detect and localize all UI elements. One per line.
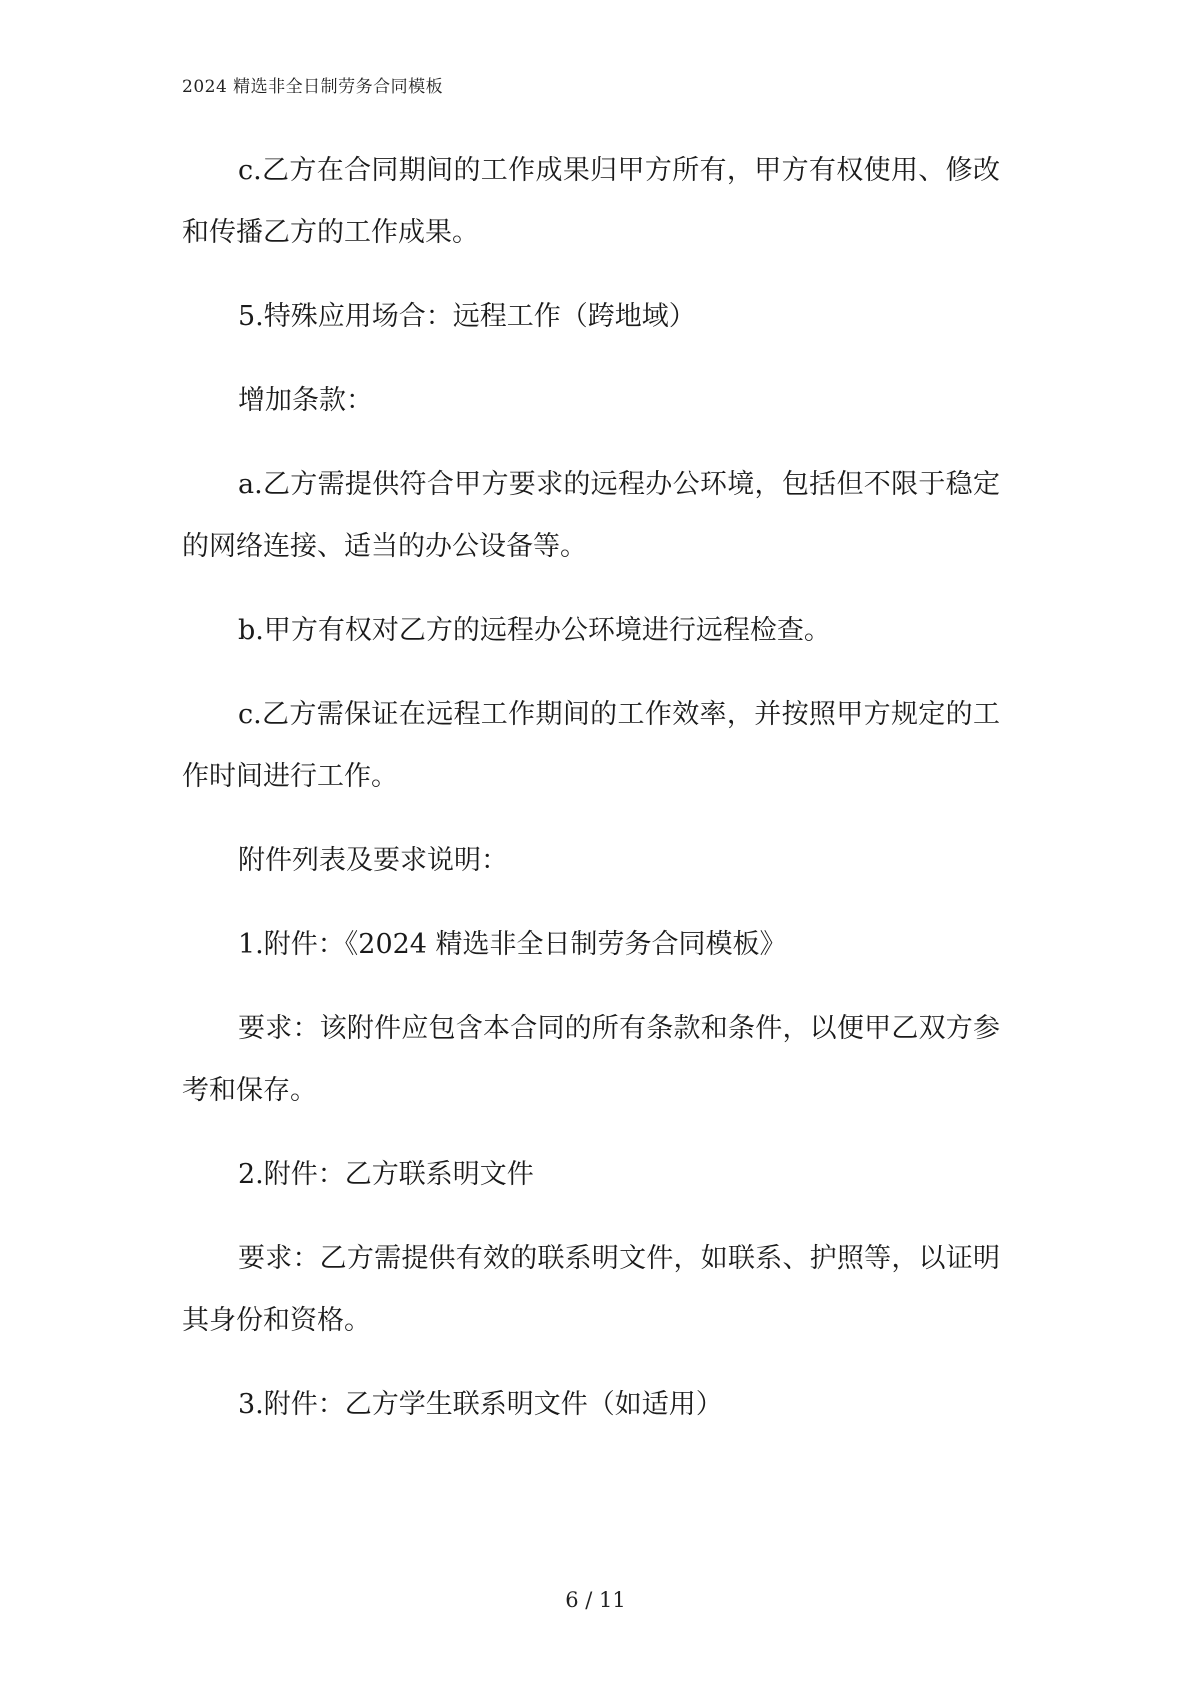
paragraph-attachment-2-requirement: 要求：乙方需提供有效的联系明文件，如联系、护照等，以证明其身份和资格。	[182, 1243, 1000, 1336]
paragraph-clause-b-remote-inspection: b.甲方有权对乙方的远程办公环境进行远程检查。	[238, 615, 831, 646]
paragraph-attachment-3: 3.附件：乙方学生联系明文件（如适用）	[238, 1389, 723, 1420]
paragraph-clause-a-remote-environment: a.乙方需提供符合甲方要求的远程办公环境，包括但不限于稳定的网络连接、适当的办公设备等。	[182, 469, 1000, 562]
paragraph-attachments-heading: 附件列表及要求说明：	[238, 845, 508, 876]
document-body	[182, 140, 1000, 1458]
paragraph-attachment-1: 1.附件：《2024 精选非全日制劳务合同模板》	[238, 929, 787, 960]
paragraph-additional-clauses: 增加条款：	[238, 385, 373, 416]
paragraph-clause-c-work-results: c.乙方在合同期间的工作成果归甲方所有，甲方有权使用、修改和传播乙方的工作成果。	[182, 155, 1000, 248]
paragraph-attachment-2: 2.附件：乙方联系明文件	[238, 1159, 534, 1190]
paragraph-section-5-remote-work: 5.特殊应用场合：远程工作（跨地域）	[238, 301, 696, 332]
page-number: 6 / 11	[565, 1588, 626, 1612]
document-header: 2024 精选非全日制劳务合同模板	[182, 77, 444, 97]
paragraph-clause-c-work-efficiency: c.乙方需保证在远程工作期间的工作效率，并按照甲方规定的工作时间进行工作。	[182, 699, 1000, 792]
paragraph-attachment-1-requirement: 要求：该附件应包含本合同的所有条款和条件，以便甲乙双方参考和保存。	[182, 1013, 1000, 1106]
